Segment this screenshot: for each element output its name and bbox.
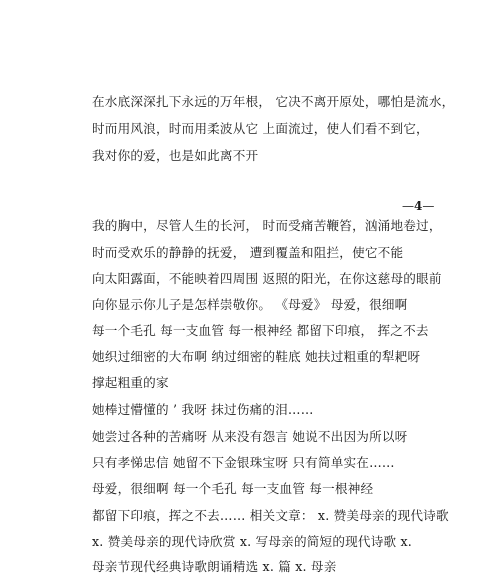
poem-line: 每一个毛孔 每一支血管 每一根神经 都留下印痕， 挥之不去: [92, 323, 429, 338]
poem-line: 在水底深深扎下永远的万年根， 它决不离开原处，哪怕是流水，: [92, 94, 455, 109]
poem-line: 只有孝悌忠信 她留不下金银珠宝呀 只有简单实在……: [92, 455, 395, 470]
poem-line: 她尝过各种的苦痛呀 从来没有怨言 她说不出因为所以呀: [92, 429, 408, 444]
poem-line: 母爱，很细啊 每一个毛孔 每一支血管 每一根神经: [92, 481, 374, 496]
page-number: 4: [414, 199, 423, 213]
poem-line: 我的胸中，尽管人生的长河， 时而受痛苦鞭笞，汹涌地卷过，: [92, 218, 442, 233]
related-articles-line: 母亲节现代经典诗歌朗诵精选 x. 篇 x. 母亲: [92, 559, 337, 574]
poem-line: 她织过细密的大布啊 纳过细密的鞋底 她扶过粗重的犁耙呀: [92, 349, 421, 364]
poem-line: 我对你的爱，也是如此离不开: [92, 148, 259, 163]
poem-line: 时而受欢乐的静静的抚爱， 遭到覆盖和阻拦，使它不能: [92, 245, 404, 260]
poem-line: 她棒过懵懂的 ’ 我呀 抹过伤痛的泪……: [92, 402, 314, 417]
poem-line: 向你显示你儿子是怎样崇敬你。 《母爱》 母爱，很细啊: [92, 297, 408, 312]
page-number-marker: [402, 198, 434, 214]
related-articles-line: 都留下印痕，挥之不去…… 相关文章： x. 赞美母亲的现代诗歌: [92, 508, 449, 523]
poem-line: 撑起粗重的家: [92, 375, 169, 390]
page-dash-left: —: [402, 199, 414, 213]
related-articles-line: x. 赞美母亲的现代诗欣赏 x. 写母亲的简短的现代诗歌 x.: [92, 534, 412, 549]
poem-line: 向太阳露面，不能映着四周围 返照的阳光，在你这慈母的眼前: [92, 271, 442, 286]
poem-line: 时而用风浪，时而用柔波从它 上面流过，使人们看不到它，: [92, 121, 429, 136]
page-dash-right: —: [422, 199, 435, 213]
